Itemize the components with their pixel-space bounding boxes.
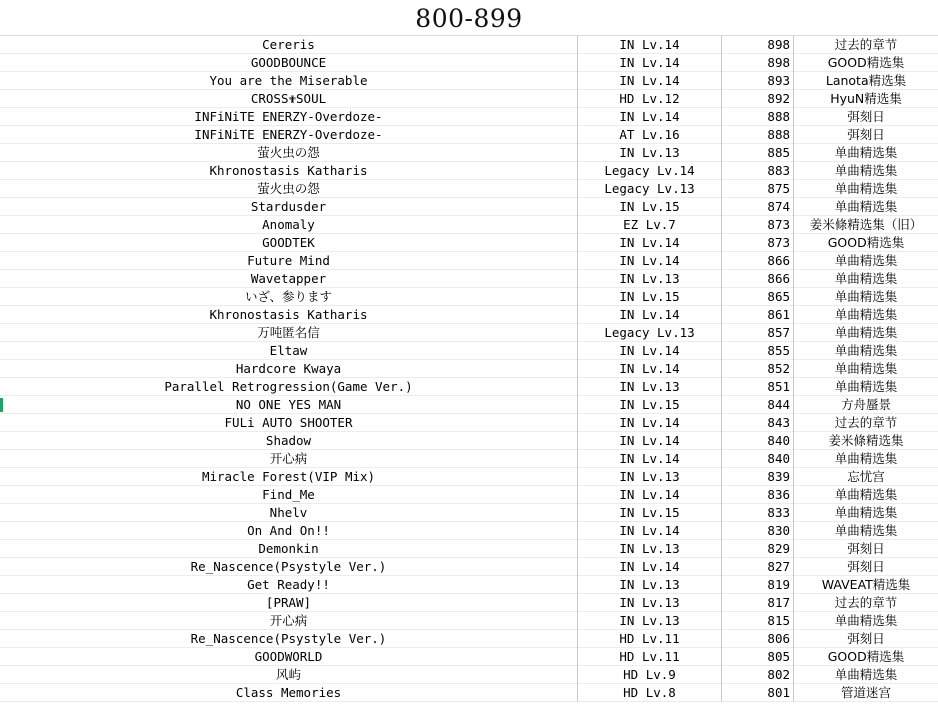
table-row <box>0 324 938 342</box>
song-name-cell[interactable]: Find_Me <box>0 486 578 504</box>
pack-cell[interactable]: 单曲精选集 <box>834 613 898 628</box>
song-name-cell[interactable]: GOODWORLD <box>0 648 578 666</box>
song-name-cell[interactable]: Demonkin <box>0 540 578 558</box>
song-name-cell[interactable]: Miracle Forest(VIP Mix) <box>0 468 578 486</box>
song-name-cell[interactable]: [PRAW] <box>0 594 578 612</box>
table-row <box>0 342 938 360</box>
table-row <box>0 216 938 234</box>
table-row <box>0 72 938 90</box>
table-row <box>0 576 938 594</box>
difficulty-cell[interactable]: IN Lv.14 <box>578 360 722 378</box>
table-row <box>0 306 938 324</box>
difficulty-cell[interactable]: IN Lv.13 <box>578 576 722 594</box>
score-cell[interactable]: 840 <box>722 432 794 450</box>
difficulty-cell[interactable]: IN Lv.14 <box>578 72 722 90</box>
song-name-cell[interactable]: 万吨匿名信 <box>0 324 578 342</box>
score-cell[interactable]: 873 <box>722 216 794 234</box>
table-row <box>0 252 938 270</box>
difficulty-cell[interactable]: IN Lv.14 <box>578 486 722 504</box>
pack-cell[interactable]: GOOD精选集 <box>827 235 905 250</box>
song-name-cell[interactable]: Nhelv <box>0 504 578 522</box>
table-row <box>0 612 938 630</box>
score-cell[interactable]: 852 <box>722 360 794 378</box>
difficulty-cell[interactable]: IN Lv.14 <box>578 234 722 252</box>
table-row <box>0 162 938 180</box>
score-cell[interactable]: 806 <box>722 630 794 648</box>
song-name-cell[interactable]: INFiNiTE ENERZY-Overdoze- <box>0 126 578 144</box>
pack-cell[interactable]: 单曲精选集 <box>834 361 898 376</box>
table-row <box>0 558 938 576</box>
pack-cell[interactable]: 忘忧宫 <box>847 469 885 484</box>
pack-cell[interactable]: 弭刻日 <box>847 127 885 142</box>
pack-cell[interactable]: 单曲精选集 <box>834 199 898 214</box>
table-row <box>0 36 938 54</box>
score-cell[interactable]: 843 <box>722 414 794 432</box>
score-cell[interactable]: 819 <box>722 576 794 594</box>
score-cell[interactable]: 898 <box>722 54 794 72</box>
pack-cell[interactable]: 弭刻日 <box>847 559 885 574</box>
difficulty-cell[interactable]: Legacy Lv.14 <box>578 162 722 180</box>
table-row <box>0 414 938 432</box>
song-name-cell[interactable]: On And On!! <box>0 522 578 540</box>
difficulty-cell[interactable]: HD Lv.11 <box>578 648 722 666</box>
pack-cell[interactable]: 弭刻日 <box>847 631 885 646</box>
difficulty-cell[interactable]: IN Lv.14 <box>578 522 722 540</box>
score-cell[interactable]: 844 <box>722 396 794 414</box>
song-name-cell[interactable]: Cereris <box>0 36 578 54</box>
score-cell[interactable]: 830 <box>722 522 794 540</box>
difficulty-cell[interactable]: IN Lv.15 <box>578 288 722 306</box>
difficulty-cell[interactable]: IN Lv.14 <box>578 342 722 360</box>
table-row <box>0 486 938 504</box>
difficulty-cell[interactable]: IN Lv.13 <box>578 270 722 288</box>
score-cell[interactable]: 833 <box>722 504 794 522</box>
score-cell[interactable]: 893 <box>722 72 794 90</box>
pack-cell[interactable]: 单曲精选集 <box>834 505 898 520</box>
pack-cell[interactable]: 单曲精选集 <box>834 253 898 268</box>
pack-cell[interactable]: 单曲精选集 <box>834 487 898 502</box>
title-cell[interactable] <box>0 0 938 36</box>
difficulty-cell[interactable]: IN Lv.15 <box>578 504 722 522</box>
difficulty-cell[interactable]: IN Lv.14 <box>578 414 722 432</box>
pack-cell[interactable]: 单曲精选集 <box>834 163 898 178</box>
difficulty-cell[interactable]: IN Lv.14 <box>578 36 722 54</box>
difficulty-cell[interactable]: Legacy Lv.13 <box>578 180 722 198</box>
table-row <box>0 126 938 144</box>
song-name-cell[interactable]: 萤火虫の怨 <box>0 180 578 198</box>
table-row <box>0 468 938 486</box>
pack-cell[interactable]: 单曲精选集 <box>834 145 898 160</box>
difficulty-cell[interactable]: IN Lv.13 <box>578 540 722 558</box>
song-name-cell[interactable]: Shadow <box>0 432 578 450</box>
difficulty-cell[interactable]: IN Lv.14 <box>578 450 722 468</box>
table-row <box>0 630 938 648</box>
song-name-cell[interactable]: GOODBOUNCE <box>0 54 578 72</box>
difficulty-cell[interactable]: HD Lv.12 <box>578 90 722 108</box>
difficulty-cell[interactable]: IN Lv.14 <box>578 252 722 270</box>
table-row <box>0 234 938 252</box>
table-row <box>0 450 938 468</box>
score-cell[interactable]: 855 <box>722 342 794 360</box>
pack-cell[interactable]: 过去的章节 <box>834 37 898 52</box>
score-cell[interactable]: 865 <box>722 288 794 306</box>
pack-cell[interactable]: 单曲精选集 <box>834 667 898 682</box>
difficulty-cell[interactable]: IN Lv.14 <box>578 108 722 126</box>
pack-cell[interactable]: 姜米條精选集 <box>828 433 904 448</box>
difficulty-cell[interactable]: IN Lv.14 <box>578 558 722 576</box>
table-row <box>0 648 938 666</box>
song-name-cell[interactable]: いざ、参ります <box>0 288 578 306</box>
score-cell[interactable]: 892 <box>722 90 794 108</box>
difficulty-cell[interactable]: AT Lv.16 <box>578 126 722 144</box>
song-name-cell[interactable]: Anomaly <box>0 216 578 234</box>
pack-cell[interactable]: Lanota精选集 <box>825 73 907 88</box>
table-row <box>0 54 938 72</box>
difficulty-cell[interactable]: IN Lv.15 <box>578 396 722 414</box>
difficulty-cell[interactable]: IN Lv.13 <box>578 468 722 486</box>
pack-cell[interactable]: GOOD精选集 <box>827 55 905 70</box>
song-name-cell[interactable]: 萤火虫の怨 <box>0 144 578 162</box>
table-row <box>0 360 938 378</box>
song-name-cell[interactable]: 开心病 <box>0 450 578 468</box>
difficulty-cell[interactable]: IN Lv.15 <box>578 198 722 216</box>
score-cell[interactable]: 839 <box>722 468 794 486</box>
score-cell[interactable]: 888 <box>722 108 794 126</box>
song-name-cell[interactable]: CROSS✟SOUL <box>0 90 578 108</box>
score-cell[interactable]: 840 <box>722 450 794 468</box>
song-name-cell[interactable]: FULi AUTO SHOOTER <box>0 414 578 432</box>
song-name-cell[interactable]: Future Mind <box>0 252 578 270</box>
song-name-cell[interactable]: Re_Nascence(Psystyle Ver.) <box>0 558 578 576</box>
song-name-cell[interactable]: 风屿 <box>0 666 578 684</box>
score-cell[interactable]: 861 <box>722 306 794 324</box>
score-cell[interactable]: 827 <box>722 558 794 576</box>
song-name-cell[interactable]: INFiNiTE ENERZY-Overdoze- <box>0 108 578 126</box>
song-name-cell[interactable]: Stardusder <box>0 198 578 216</box>
score-cell[interactable]: 817 <box>722 594 794 612</box>
score-cell[interactable]: 801 <box>722 684 794 702</box>
song-name-cell[interactable]: Hardcore Kwaya <box>0 360 578 378</box>
table-row <box>0 396 938 414</box>
score-cell[interactable]: 875 <box>722 180 794 198</box>
difficulty-cell[interactable]: Legacy Lv.13 <box>578 324 722 342</box>
row-selection-marker <box>0 398 3 412</box>
table-row <box>0 378 938 396</box>
song-name-cell[interactable]: You are the Miserable <box>0 72 578 90</box>
score-cell[interactable]: 866 <box>722 270 794 288</box>
song-name-cell[interactable]: Khronostasis Katharis <box>0 306 578 324</box>
score-cell[interactable]: 851 <box>722 378 794 396</box>
pack-cell[interactable]: 管道迷宫 <box>840 685 891 700</box>
table-row <box>0 108 938 126</box>
table-row <box>0 288 938 306</box>
pack-cell[interactable]: 弭刻日 <box>847 109 885 124</box>
difficulty-cell[interactable]: IN Lv.13 <box>578 594 722 612</box>
pack-cell[interactable]: 单曲精选集 <box>834 325 898 340</box>
table-row <box>0 684 938 702</box>
table-row <box>0 180 938 198</box>
score-cell[interactable]: 857 <box>722 324 794 342</box>
score-cell[interactable]: 874 <box>722 198 794 216</box>
pack-cell[interactable]: 单曲精选集 <box>834 181 898 196</box>
song-name-cell[interactable]: Re_Nascence(Psystyle Ver.) <box>0 630 578 648</box>
sheet-title: 800-899 <box>415 4 523 33</box>
difficulty-cell[interactable]: HD Lv.9 <box>578 666 722 684</box>
score-cell[interactable]: 885 <box>722 144 794 162</box>
score-cell[interactable]: 888 <box>722 126 794 144</box>
pack-cell[interactable]: 单曲精选集 <box>834 523 898 538</box>
difficulty-cell[interactable]: EZ Lv.7 <box>578 216 722 234</box>
difficulty-cell[interactable]: HD Lv.8 <box>578 684 722 702</box>
pack-cell[interactable]: 姜米條精选集（旧） <box>809 217 923 232</box>
pack-cell[interactable]: 弭刻日 <box>847 541 885 556</box>
song-name-cell[interactable]: Class Memories <box>0 684 578 702</box>
pack-cell[interactable]: GOOD精选集 <box>827 649 905 664</box>
song-name-cell[interactable]: Eltaw <box>0 342 578 360</box>
table-row <box>0 90 938 108</box>
difficulty-cell[interactable]: HD Lv.11 <box>578 630 722 648</box>
score-cell[interactable]: 836 <box>722 486 794 504</box>
song-name-cell[interactable]: Parallel Retrogression(Game Ver.) <box>0 378 578 396</box>
table-row <box>0 540 938 558</box>
pack-cell[interactable]: 单曲精选集 <box>834 307 898 322</box>
table-row <box>0 144 938 162</box>
score-cell[interactable]: 802 <box>722 666 794 684</box>
difficulty-cell[interactable]: IN Lv.13 <box>578 612 722 630</box>
pack-cell[interactable]: 过去的章节 <box>834 595 898 610</box>
pack-cell[interactable]: HyuN精选集 <box>830 91 902 106</box>
score-cell[interactable]: 873 <box>722 234 794 252</box>
song-name-cell[interactable]: GOODTEK <box>0 234 578 252</box>
song-name-cell[interactable]: NO ONE YES MAN <box>0 396 578 414</box>
score-cell[interactable]: 898 <box>722 36 794 54</box>
pack-cell[interactable]: WAVEAT精选集 <box>821 577 911 592</box>
pack-cell[interactable]: 方舟蜃景 <box>840 397 891 412</box>
pack-cell[interactable]: 单曲精选集 <box>834 289 898 304</box>
difficulty-cell[interactable]: IN Lv.13 <box>578 378 722 396</box>
score-cell[interactable]: 805 <box>722 648 794 666</box>
table-row <box>0 432 938 450</box>
difficulty-cell[interactable]: IN Lv.13 <box>578 144 722 162</box>
song-name-cell[interactable]: Get Ready!! <box>0 576 578 594</box>
table-row <box>0 594 938 612</box>
difficulty-cell[interactable]: IN Lv.14 <box>578 432 722 450</box>
difficulty-cell[interactable]: IN Lv.14 <box>578 306 722 324</box>
score-cell[interactable]: 866 <box>722 252 794 270</box>
pack-cell[interactable]: 单曲精选集 <box>834 379 898 394</box>
score-cell[interactable]: 829 <box>722 540 794 558</box>
table-row <box>0 666 938 684</box>
difficulty-cell[interactable]: IN Lv.14 <box>578 54 722 72</box>
pack-cell[interactable]: 单曲精选集 <box>834 271 898 286</box>
pack-cell[interactable]: 单曲精选集 <box>834 451 898 466</box>
song-name-cell[interactable]: Wavetapper <box>0 270 578 288</box>
song-name-cell[interactable]: 开心病 <box>0 612 578 630</box>
table-row <box>0 504 938 522</box>
score-cell[interactable]: 815 <box>722 612 794 630</box>
score-cell[interactable]: 883 <box>722 162 794 180</box>
table-row <box>0 522 938 540</box>
pack-cell[interactable]: 单曲精选集 <box>834 343 898 358</box>
table-row <box>0 198 938 216</box>
table-row <box>0 270 938 288</box>
song-name-cell[interactable]: Khronostasis Katharis <box>0 162 578 180</box>
pack-cell[interactable]: 过去的章节 <box>834 415 898 430</box>
score-table <box>0 36 938 702</box>
